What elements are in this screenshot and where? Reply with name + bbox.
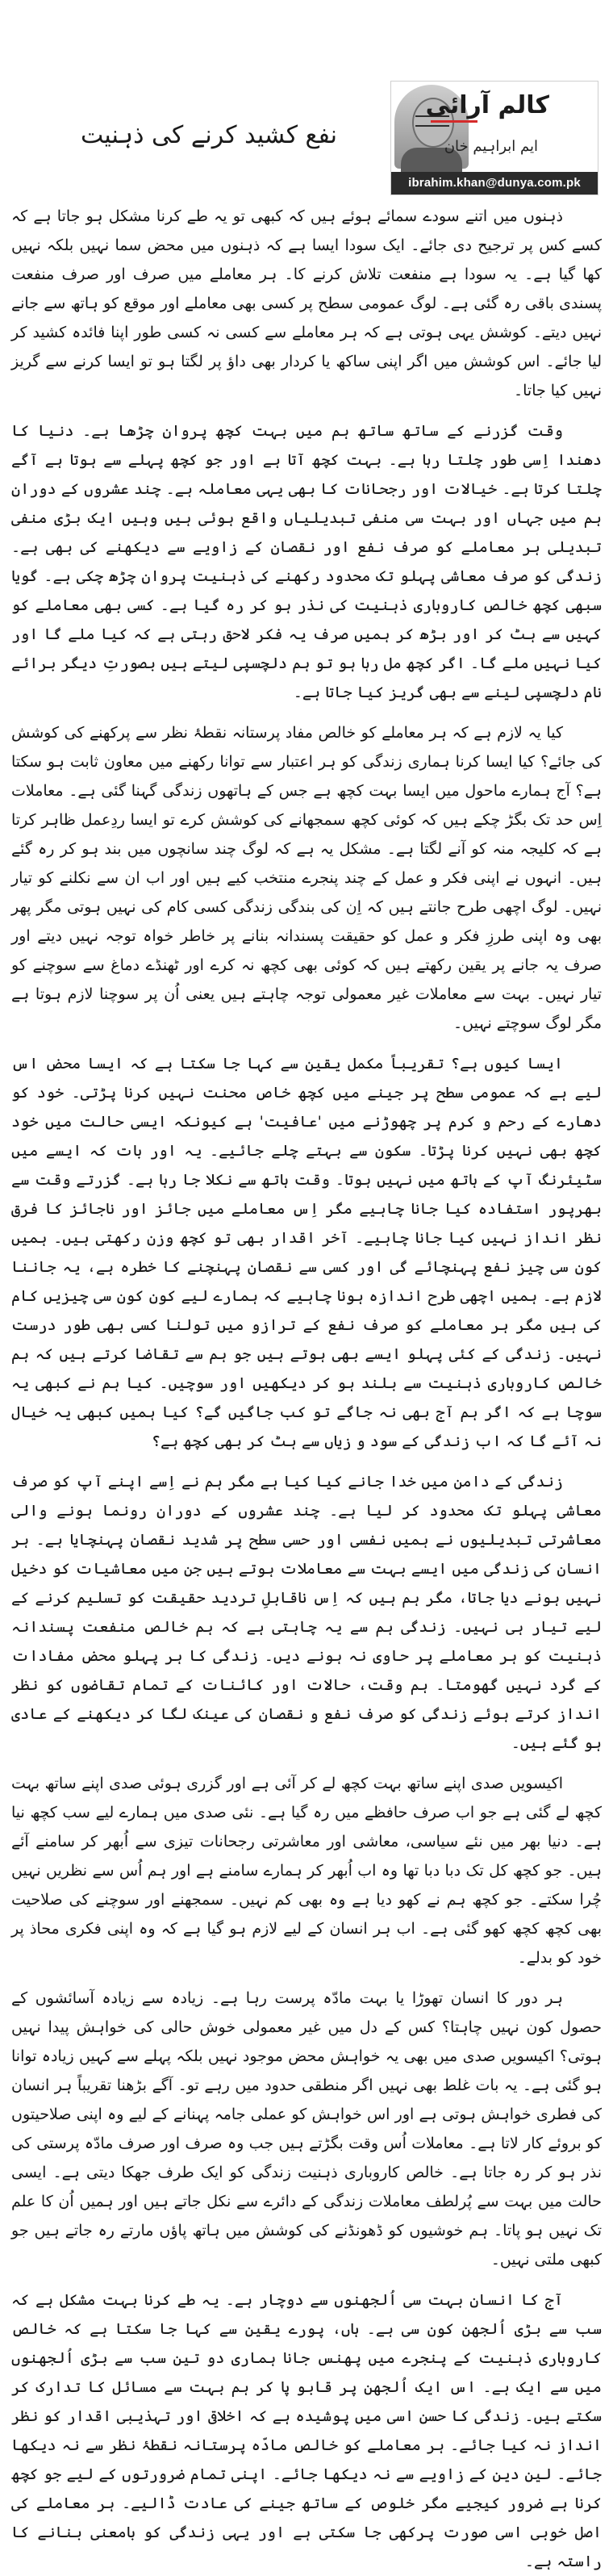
title-accent-line <box>431 120 477 123</box>
author-email: ibrahim.khan@dunya.com.pk <box>391 172 598 194</box>
article-header <box>11 0 602 202</box>
article-paragraph-8: آج کا انسان بہت سی اُلجھنوں سے دوچار ہے۔ یہ طے کرنا بہت مشکل ہے کہ سب سے بڑی اُلجھن کون سی ہے۔ ہاں، پورے یقین سے کہا جا سکتا ہے کہ خالص کاروباری ذہنیت کے پنجرے میں پھنس جانا ہماری دو تین سب سے بڑی اُلجھنوں میں سے ایک ہے۔ اس ایک اُلجھن پر قابو پا کر ہم بہت سے مسائل کا تدارک کر سکتے ہیں۔ زندگی کا حسن اسی میں پوشیدہ ہے کہ اخلاقی اور تہذیبی اقدار کو نظر انداز نہ کیا جائے۔ ہر معاملے کو خالص مادّہ پرستانہ نقطۂ نظر سے نہ دیکھا جائے۔ لین دین کے زاویے سے نہ دیکھا جائے۔ اپنی تمام ضرورتوں کے لیے جو کچھ کرنا ہے ضرور کیجیے مگر خلوص کے ساتھ جینے کی عادت ڈالیے۔ ہر معاملے کی اصل خوبی اسی صورت پرکھی جا سکتی ہے اور یہی زندگی کو بامعنی بنانے کا راستہ ہے۔ <box>11 2291 602 2570</box>
article-paragraph-6: اکیسویں صدی اپنے ساتھ بہت کچھ لے کر آئی ہے اور گزری ہوئی صدی اپنے ساتھ بہت کچھ لے گئی ہے جو اب صرف حافظے میں رہ گیا ہے۔ نئی صدی میں ہمارے لیے سب کچھ نیا ہے۔ دنیا بھر میں نئے سیاسی، معاشی اور معاشرتی رجحانات تیزی سے اُبھر کر سامنے آئے ہیں۔ جو کچھ کل تک دبا دبا تھا وہ اب اُبھر کر ہمارے سامنے ہے اور ہم اُس سے نظریں نہیں چُرا سکتے۔ جو کچھ ہم نے کھو دیا ہے وہ بھی کم نہیں۔ سمجھنے اور سوچنے کی صلاحیت بھی کچھ کچھ کھو گئی ہے۔ اب ہر انسان کے لیے لازم ہو گیا ہے کہ وہ اپنی فکری محاذ پر خود کو بدلے۔ <box>11 1775 602 1967</box>
article-headline: نفع کشید کرنے کی ذہنیت <box>80 121 338 149</box>
article-paragraph-3: کیا یہ لازم ہے کہ ہر معاملے کو خالص مفاد پرستانہ نقطۂ نظر سے پرکھنے کی کوشش کی جائے؟ کیا ایسا کرنا ہماری زندگی کو ہر اعتبار سے توانا رکھنے میں معاون ثابت ہو سکتا ہے؟ آج ہمارے ماحول میں ایسا بہت کچھ ہے جس کے ہاتھوں زندگی گہنا گئی ہے۔ معاملات اِس حد تک بگڑ چکے ہیں کہ کوئی کچھ سمجھانے کی کوشش کرے تو ایسا ردِعمل ظاہر کرتا ہے کہ کلیجہ منہ کو آنے لگتا ہے۔ مشکل یہ ہے کہ لوگ چند سانچوں میں بند ہو کر رہ گئے ہیں۔ انہوں نے اپنی فکر و عمل کے چند پنجرے منتخب کیے ہیں اور اب ان سے نکلنے کو تیار نہیں۔ لوگ اچھی طرح جانتے ہیں کہ اِن کی بندگی زندگی کسی کام کی نہیں ہوتی مگر پھر بھی وہ اپنی طرزِ فکر و عمل کو حقیقت پسندانہ بنانے پر خاطر خواہ توجہ نہیں دیتے اور صرف یہ جانے پر یقین رکھتے ہیں کہ کوئی بھی کچھ نہ کرے اور ٹھنڈے دماغ سے سوچنے کو تیار نہیں۔ بہت سے معاملات غیر معمولی توجہ چاہتے ہیں یعنی اُن پر سوچنا لازم ہوتا ہے مگر لوگ سوچتے نہیں۔ <box>11 724 602 1032</box>
column-title-text: کالم آرائی <box>425 91 549 119</box>
column-title <box>426 91 549 119</box>
article-body <box>11 202 602 2576</box>
article-paragraph-7: ہر دور کا انسان تھوڑا یا بہت مادّہ پرست رہا ہے۔ زیادہ سے زیادہ آسائشوں کے حصول کون نہیں چاہتا؟ کس کے دل میں غیر معمولی خوش حالی کی خواہش پیدا نہیں ہوتی؟ اکیسویں صدی میں بھی یہ خواہش محض موجود نہیں بلکہ پہلے سے کہیں زیادہ توانا ہو گئی ہے۔ یہ بات غلط بھی نہیں اگر منطقی حدود میں رہے تو۔ آگے بڑھنا تقریباً ہر انسان کی فطری خواہش ہوتی ہے اور اس خواہش کو عملی جامہ پہنانے کے لیے وہ اپنی صلاحیتوں کو بروئے کار لاتا ہے۔ معاملات اُس وقت بگڑتے ہیں جب وہ صرف اور صرف مادّہ پرستی کی نذر ہو کر رہ جاتا ہے۔ خالص کاروباری ذہنیت زندگی کو ایک طرف جھکا دیتی ہے۔ ایسی حالت میں بہت سے پُرلطف معاملات زندگی کے دائرے سے نکل جاتے ہیں اور ہمیں اُن کا علم تک نہیں ہو پاتا۔ ہم خوشیوں کو ڈھونڈنے کی کوشش میں ہاتھ پاؤں مارتے رہ جاتے ہیں جو کبھی ملتی نہیں۔ <box>11 1989 602 2269</box>
article-paragraph-1: ذہنوں میں اتنے سودے سمائے ہوئے ہیں کہ کبھی تو یہ طے کرنا مشکل ہو جاتا ہے کہ کسے کس پر ترجیح دی جائے۔ ایک سودا ایسا ہے کہ ذہنوں میں محض سما نہیں بلکہ نہیں کھا گیا ہے۔ یہ سودا ہے منفعت تلاش کرنے کا۔ ہر معاملے میں صرف اور صرف منفعت پسندی باقی رہ گئی ہے۔ لوگ عمومی سطح پر کسی بھی معاملے اور موقع کو ہاتھ سے جانے نہیں دیتے۔ کوشش یہی ہوتی ہے کہ ہر معاملے سے کسی نہ کسی طور اپنا فائدہ کشید کر لیا جائے۔ اس کوشش میں اگر اپنی ساکھ یا کردار بھی داؤ پر لگتا ہو تو ایسا کرنے سے گریز نہیں کیا جاتا۔ <box>11 207 602 399</box>
author-name: ایم ابراہیم خان <box>444 138 538 155</box>
article-paragraph-4: ایسا کیوں ہے؟ تقریباً مکمل یقین سے کہا جا سکتا ہے کہ ایسا محض اس لیے ہے کہ عمومی سطح پر جینے میں کچھ خاص محنت نہیں کرنا پڑتی۔ خود کو دھارے کے رحم و کرم پر چھوڑنے میں 'عافیت' ہے کیونکہ ایسی حالت میں خود کچھ بھی نہیں کرنا پڑتا۔ سکون سے بہتے چلے جائیے۔ یہ اور بات کہ ایسے میں سٹیئرنگ آپ کے ہاتھ میں نہیں ہوتا۔ وقت ہاتھ سے نکلا جا رہا ہے۔ گزرتے وقت سے بھرپور استفادہ کیا جانا چاہیے مگر اِس معاملے میں جائز اور ناجائز کا فرق نظر انداز نہیں کیا جانا چاہیے۔ آخر اقدار بھی تو کچھ وزن رکھتی ہیں۔ ہمیں کون سی چیز نفع پہنچائے گی اور کسی سے نقصان پہنچنے کا خطرہ ہے، یہ جاننا لازم ہے۔ ہمیں اچھی طرح اندازہ ہونا چاہیے کہ ہمارے لیے کون کون سی چیزیں کام کی ہیں مگر ہر معاملے کو صرف نفع کے ترازو میں تولنا کسی بھی طور درست نہیں۔ زندگی کے کئی پہلو ایسے بھی ہوتے ہیں جو ہم سے تقاضا کرتے ہیں کہ ہم خالص کاروباری ذہنیت سے بلند ہو کر دیکھیں اور سوچیں۔ کیا ہم نے کبھی یہ سوچا ہے کہ اگر ہم آج بھی نہ جاگے تو کب جاگیں گے؟ کیا ہمیں کبھی یہ خیال نہ آئے گا کہ اب زندگی کے سود و زیاں سے ہٹ کر بھی کچھ ہے؟ <box>11 1055 602 1450</box>
column-badge <box>390 81 598 195</box>
article-paragraph-2: وقت گزرنے کے ساتھ ساتھ ہم میں بہت کچھ پروان چڑھا ہے۔ دنیا کا دھندا اِسی طور چلتا رہا ہے۔ بہت کچھ آتا ہے اور جو کچھ پہلے سے ہوتا ہے آگے چلتا کرتا ہے۔ خیالات اور رجحانات کا بھی یہی معاملہ ہے۔ چند عشروں کے دوران ہم میں جہاں اور بہت سی منفی تبدیلیاں واقع ہوئی ہیں وہیں ایک بڑی منفی تبدیلی ہر معاملے کو صرف نفع اور نقصان کے زاویے سے دیکھنے کی بھی ہے۔ زندگی کو صرف معاشی پہلو تک محدود رکھنے کی ذہنیت پروان چڑھ چکی ہے۔ گویا سبھی کچھ خالص کاروباری ذہنیت کی نذر ہو کر رہ گیا ہے۔ کسی بھی معاملے کو کہیں سے ہٹ کر اور بڑھ کر ہمیں صرف یہ فکر لاحق رہتی ہے کہ کیا ملے گا اور کیا نہیں ملے گا۔ اگر کچھ مل رہا ہو تو ہم دلچسپی لیتے ہیں بصورتِ دیگر برائے نام دلچسپی لینے سے بھی گریز کیا جاتا ہے۔ <box>11 422 602 701</box>
article-paragraph-5: زندگی کے دامن میں خدا جانے کیا کیا ہے مگر ہم نے اِسے اپنے آپ کو صرف معاشی پہلو تک محدود کر لیا ہے۔ چند عشروں کے دوران رونما ہونے والی معاشرتی تبدیلیوں نے ہمیں نفسی اور حسی سطح پر شدید نقصان پہنچایا ہے۔ ہر انسان کی زندگی میں ایسے بہت سے معاملات ہوتے ہیں جن میں معاشیات کو دخیل نہیں ہونے دیا جاتا، مگر ہم ہیں کہ اِس ناقابلِ تردید حقیقت کو تسلیم کرنے کے لیے تیار ہی نہیں۔ زندگی ہم سے یہ چاہتی ہے کہ ہم خالص منفعت پسندانہ ذہنیت کو ہر معاملے پر حاوی نہ ہونے دیں۔ زندگی کا ہر پہلو محض مفادات کے گرد نہیں گھومتا۔ ہم وقت، حالات اور کائنات کے تمام تقاضوں کو نظر انداز کرتے ہوئے زندگی کو صرف نفع و نقصان کی عینک لگا کر دیکھنے کے عادی ہو گئے ہیں۔ <box>11 1473 602 1752</box>
